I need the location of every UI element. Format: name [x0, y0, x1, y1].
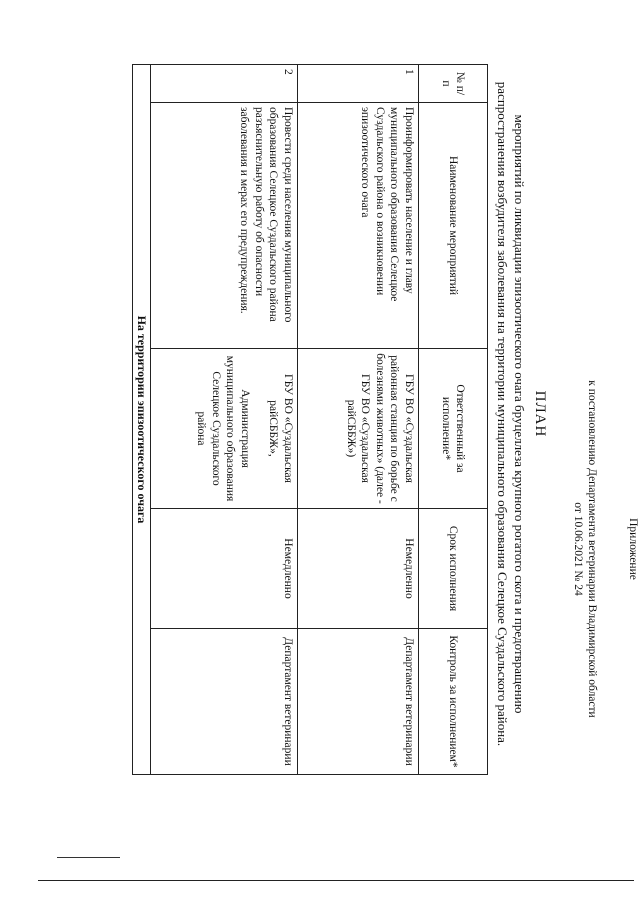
- row-term-cell: Немедленно: [151, 509, 298, 629]
- table-header-row: [419, 65, 488, 775]
- section-heading: На территории эпизоотического очага: [133, 65, 151, 775]
- header-activity: Наименование мероприятий: [419, 103, 488, 349]
- row-num-cell: 1: [298, 65, 419, 103]
- row-num-cell: 2: [151, 65, 298, 103]
- row-control-cell: Департамент ветеринарии: [151, 629, 298, 775]
- table-row: [298, 65, 419, 775]
- row-responsible-cell: [151, 349, 298, 509]
- responsible-secondary-text: Администрация муниципального образования Селецкое Суздальского района: [195, 355, 251, 502]
- row-activity-cell: Провести среди населения муниципального образования Селецкое Суздальского района разъяснительную работу об опасности заболевания и мерах его предупреждения.: [151, 103, 298, 349]
- table-row: [151, 65, 298, 775]
- plan-table: [133, 64, 489, 775]
- annex-reference-line-1: к постановлению Департамента ветеринарии Владимирской области: [586, 380, 599, 718]
- annex-label: Приложение: [627, 518, 639, 580]
- page-bottom-rule: [38, 880, 634, 881]
- row-control-cell: Департамент ветеринарии: [298, 629, 419, 775]
- subtitle-line-2: распространения возбудителя заболевания на территории муниципального образования Селецкое Суздальского района.: [495, 81, 510, 747]
- section-row: [133, 65, 151, 775]
- subtitle-line-1: мероприятий по ликвидации эпизоотического очага бруцеллеза крупного рогатого скота и предотвращению: [512, 114, 527, 714]
- row-activity-cell: Проинформировать население и главу муниципального образования Селецкое Суздальского района о возникновении эпизоотического очага: [298, 103, 419, 349]
- header-num: № п/п: [419, 65, 488, 103]
- row-term-cell: Немедленно: [298, 509, 419, 629]
- document-title: ПЛАН: [532, 390, 548, 438]
- header-control: Контроль за исполнением*: [419, 629, 488, 775]
- responsible-spacer: [252, 353, 266, 504]
- responsible-text: ГБУ ВО «Суздальская райСББЖ»,: [267, 374, 294, 483]
- row-responsible-cell: [298, 349, 419, 509]
- annex-reference-line-2: от 10.06.2021 № 24: [572, 502, 584, 596]
- annex-header: [571, 314, 640, 784]
- rotated-document-page: [20, 34, 640, 794]
- responsible-text: ГБУ ВО «Суздальская районная станция по борьбе с болезнями животных» (далее - ГБУ ВО «Суздальская райСББЖ»): [345, 353, 415, 504]
- header-responsible: Ответственный за исполнение*: [419, 349, 488, 509]
- header-term: Срок исполнения: [419, 509, 488, 629]
- divider-line: [57, 857, 120, 858]
- document-subtitle: [494, 34, 528, 794]
